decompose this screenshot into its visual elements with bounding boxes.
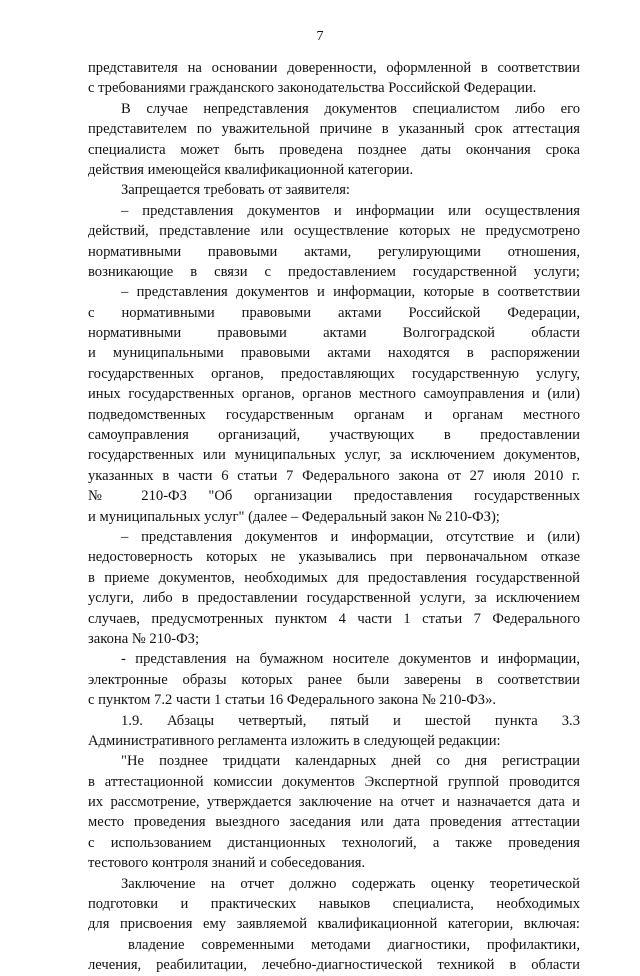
text-line: место проведения выездного заседания или дата проведения аттестации <box>88 814 580 831</box>
text-line: тестового контроля знаний и собеседования. <box>88 855 366 872</box>
text-line: В случае непредставления документов специалистом либо его <box>121 100 580 117</box>
text-line: государственных или муниципальных услуг, за исключением документов, <box>88 447 580 464</box>
text-line: возникающие в связи с предоставлением государственной услуги; <box>88 263 580 280</box>
text-line: Административного регламента изложить в следующей редакции: <box>88 732 501 749</box>
text-line: специалиста может быть проведена позднее даты окончания срока <box>88 141 580 158</box>
text-line: подведомственных государственным органам и органам местного <box>88 406 580 423</box>
text-line: государственных органов, предоставляющих государственную услугу, <box>88 365 580 382</box>
text-line: нормативными правовыми актами Волгоградской области <box>88 325 580 342</box>
text-line: и муниципальными правовыми актами находятся в распоряжении <box>88 345 580 362</box>
text-line: с требованиями гражданского законодательства Российской Федерации. <box>88 80 537 97</box>
text-line: - представления на бумажном носителе документов и информации, <box>121 651 580 668</box>
text-line: владение современными методами диагностики, профилактики, <box>128 936 580 953</box>
text-line: действия имеющейся квалификационной категории. <box>88 161 414 178</box>
text-line: случаев, предусмотренных пунктом 4 части 1 статьи 7 Федерального <box>88 610 580 627</box>
text-line: с нормативными правовыми актами Российской Федерации, <box>88 304 580 321</box>
text-line: для присвоения ему заявляемой квалификационной категории, включая: <box>88 916 580 933</box>
text-line: Запрещается требовать от заявителя: <box>121 182 350 199</box>
text-line: самоуправления организаций, участвующих в предоставлении <box>88 427 580 444</box>
text-line: Заключение на отчет должно содержать оценку теоретической <box>121 875 580 892</box>
text-line: иных государственных органов, органов местного самоуправления и (или) <box>88 386 580 403</box>
text-line: представителя на основании доверенности, оформленной в соответствии <box>88 60 580 76</box>
text-line: недостоверность которых не указывались при первоначальном отказе <box>88 549 580 566</box>
text-line: закона № 210-ФЗ; <box>88 630 200 647</box>
text-line: – представления документов и информации, которые в соответствии <box>121 284 580 301</box>
text-line: 1.9. Абзацы четвертый, пятый и шестой пункта 3.3 <box>121 712 580 729</box>
text-line: – представления документов и информации, отсутствие и (или) <box>121 528 580 545</box>
text-line: их рассмотрение, утверждается заключение на отчет и назначается дата и <box>88 794 580 811</box>
page-number: 7 <box>316 29 324 44</box>
text-line: услуги, либо в предоставлении государственной услуги, за исключением <box>88 590 580 607</box>
document-body <box>88 58 580 976</box>
text-line: нормативными правовыми актами, регулирующими отношения, <box>88 243 580 260</box>
text-line: указанных в части 6 статьи 7 Федерального закона от 27 июля 2010 г. <box>88 467 580 484</box>
text-line: – представления документов и информации или осуществления <box>121 202 580 219</box>
text-line: с пунктом 7.2 части 1 статьи 16 Федерального закона № 210-ФЗ». <box>88 692 497 709</box>
text-line: в приеме документов, необходимых для предоставления государственной <box>88 569 580 586</box>
text-line: в аттестационной комиссии документов Экспертной группой проводится <box>88 773 580 790</box>
text-line: представителем по уважительной причине в указанный срок аттестация <box>88 121 580 138</box>
text-line: "Не позднее тридцати календарных дней со дня регистрации <box>121 753 580 770</box>
text-line: лечения, реабилитации, лечебно-диагностической техникой в области <box>88 957 580 974</box>
text-line: и муниципальных услуг" (далее – Федеральный закон № 210-ФЗ); <box>88 508 500 525</box>
text-line: электронные образы которых ранее были заверены в соответствии <box>88 671 580 688</box>
text-line: подготовки и практических навыков специалиста, необходимых <box>88 896 580 913</box>
text-line: действий, представление или осуществление которых не предусмотрено <box>88 223 580 240</box>
text-line: с использованием дистанционных технологий, а также проведения <box>88 834 580 851</box>
text-line: № 210-ФЗ "Об организации предоставления государственных <box>88 488 580 505</box>
